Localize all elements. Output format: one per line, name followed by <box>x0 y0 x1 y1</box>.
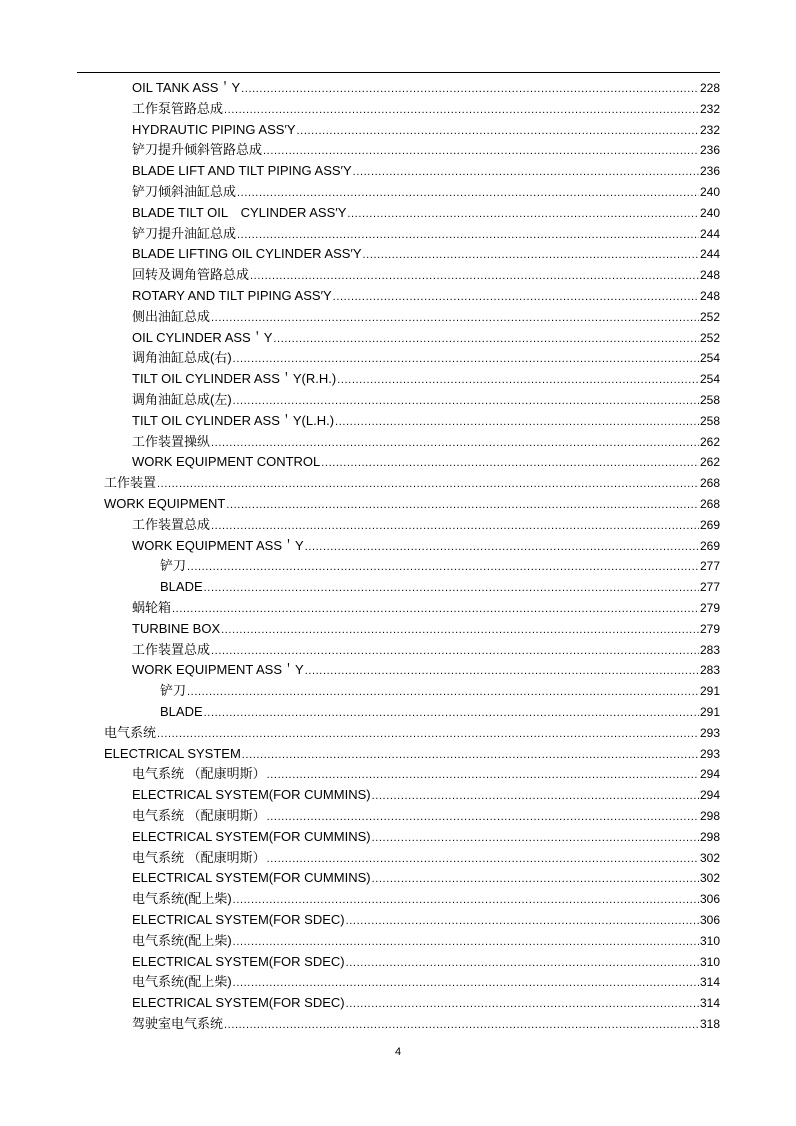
toc-entry-page: 236 <box>699 164 720 179</box>
toc-entry[interactable] <box>132 388 720 408</box>
toc-entry-title: 电气系统(配上柴) <box>132 891 232 907</box>
toc-entry-title: 工作装置总成 <box>132 641 211 657</box>
toc-entry-page: 306 <box>699 913 720 927</box>
toc-dot-leader <box>321 457 699 470</box>
toc-entry-title: OIL TANK ASS＇Y <box>132 80 241 95</box>
toc-entry[interactable] <box>132 97 720 117</box>
header-rule <box>77 72 720 73</box>
toc-entry-page: 310 <box>699 954 720 969</box>
toc-entry-page: 254 <box>699 351 720 366</box>
toc-entry-title: 工作装置操纵 <box>132 433 211 449</box>
toc-entry-page: 244 <box>699 226 720 241</box>
toc-entry-title: WORK EQUIPMENT CONTROL <box>132 454 321 470</box>
toc-entry-page: 248 <box>699 268 720 283</box>
toc-dot-leader <box>305 665 699 678</box>
toc-entry[interactable] <box>132 825 720 845</box>
toc-entry-page: 269 <box>699 517 720 532</box>
toc-entry-page: 232 <box>699 122 720 137</box>
toc-entry-title: BLADE <box>160 579 203 595</box>
toc-dot-leader <box>363 249 699 262</box>
toc-dot-leader <box>211 645 699 658</box>
toc-entry[interactable] <box>132 180 720 200</box>
toc-entry-page: 258 <box>699 393 720 407</box>
toc-entry-page: 318 <box>699 1017 720 1031</box>
toc-entry[interactable] <box>132 159 720 179</box>
toc-entry-page: 294 <box>699 767 720 782</box>
toc-entry[interactable] <box>132 305 720 325</box>
toc-entry[interactable] <box>132 201 720 221</box>
toc-entry-page: 248 <box>699 289 720 303</box>
toc-entry-page: 279 <box>699 601 720 615</box>
toc-dot-leader <box>372 832 699 845</box>
toc-entry-page: 283 <box>699 642 720 657</box>
toc-dot-leader <box>233 353 699 366</box>
toc-entry[interactable] <box>132 908 720 928</box>
toc-dot-leader <box>242 749 699 762</box>
toc-dot-leader <box>335 416 699 429</box>
toc-entry-title: TILT OIL CYLINDER ASS＇Y(R.H.) <box>132 371 337 387</box>
toc-entry-title: 驾驶室电气系统 <box>132 1016 224 1031</box>
toc-entry-title: 回转及调角管路总成 <box>132 267 250 283</box>
toc-dot-leader <box>211 312 699 325</box>
toc-entry[interactable] <box>132 534 720 554</box>
toc-entry-page: 232 <box>699 101 720 116</box>
toc-dot-leader <box>224 104 699 117</box>
toc-entry[interactable] <box>132 513 720 533</box>
toc-entry[interactable] <box>132 222 720 242</box>
toc-dot-leader <box>273 333 699 346</box>
toc-entry[interactable] <box>132 263 720 283</box>
toc-entry-page: 279 <box>699 621 720 636</box>
toc-entry-page: 314 <box>699 975 720 990</box>
toc-entry-page: 244 <box>699 247 720 262</box>
toc-entry-page: 258 <box>699 413 720 428</box>
toc-entry-page: 268 <box>699 476 720 491</box>
toc-dot-leader <box>157 478 699 491</box>
toc-dot-leader <box>263 145 699 158</box>
toc-entry-title: ELECTRICAL SYSTEM(FOR CUMMINS) <box>132 828 371 844</box>
toc-entry-title: 电气系统 （配康明斯） <box>132 849 266 865</box>
toc-dot-leader <box>204 582 699 595</box>
toc-entry-page: 291 <box>699 705 720 719</box>
toc-entry-page: 269 <box>699 538 720 553</box>
toc-entry-page: 298 <box>699 829 720 844</box>
toc-dot-leader <box>353 166 699 179</box>
toc-entry-title: TURBINE BOX <box>132 620 221 636</box>
toc-entry[interactable] <box>132 409 720 429</box>
toc-dot-leader <box>233 977 699 990</box>
toc-entry-title: 铲刀倾斜油缸总成 <box>132 184 237 199</box>
toc-entry-title: BLADE LIFT AND TILT PIPING ASS′Y <box>132 163 352 179</box>
toc-entry-title: WORK EQUIPMENT ASS＇Y <box>132 662 304 678</box>
toc-dot-leader <box>233 894 699 907</box>
toc-entry[interactable] <box>132 450 720 470</box>
toc-dot-leader <box>187 686 699 699</box>
toc-entry[interactable] <box>132 929 720 949</box>
toc-dot-leader <box>372 790 699 803</box>
toc-entry-title: 电气系统 （配康明斯） <box>132 766 266 782</box>
toc-entry[interactable] <box>132 887 720 907</box>
toc-entry-page: 228 <box>699 81 720 95</box>
toc-dot-leader <box>226 499 699 512</box>
toc-entry[interactable] <box>104 742 720 762</box>
toc-entry-title: 调角油缸总成(左) <box>132 392 232 407</box>
toc-entry-page: 310 <box>699 933 720 948</box>
toc-dot-leader <box>346 957 699 970</box>
toc-entry[interactable] <box>132 804 720 824</box>
toc-entry[interactable] <box>132 76 720 96</box>
toc-dot-leader <box>237 187 699 200</box>
toc-dot-leader <box>267 811 699 824</box>
toc-entry[interactable] <box>132 617 720 637</box>
toc-dot-leader <box>250 270 699 283</box>
toc-entry-title: 侧出油缸总成 <box>132 308 211 324</box>
toc-entry[interactable] <box>104 492 720 512</box>
toc-dot-leader <box>241 83 699 96</box>
toc-entry-title: 铲刀提升倾斜管路总成 <box>132 142 263 158</box>
toc-entry[interactable] <box>132 118 720 138</box>
toc-entry-page: 306 <box>699 892 720 907</box>
toc-entry-title: 调角油缸总成(右) <box>132 350 232 366</box>
toc-entry-title: BLADE LIFTING OIL CYLINDER ASS′Y <box>132 246 362 262</box>
toc-entry-page: 262 <box>699 455 720 470</box>
toc-entry[interactable] <box>132 783 720 803</box>
toc-entry-title: ELECTRICAL SYSTEM(FOR SDEC) <box>132 912 345 927</box>
toc-entry-title: TILT OIL CYLINDER ASS＇Y(L.H.) <box>132 412 335 428</box>
toc-entry-page: 294 <box>699 788 720 803</box>
toc-dot-leader <box>211 437 699 450</box>
toc-entry-title: WORK EQUIPMENT <box>104 496 226 511</box>
toc-dot-leader <box>237 229 699 242</box>
toc-entry-page: 298 <box>699 809 720 823</box>
toc-entry[interactable] <box>132 138 720 158</box>
toc-entry[interactable] <box>132 658 720 678</box>
toc-entry-title: 电气系统 （配康明斯） <box>132 808 266 823</box>
toc-entry-page: 293 <box>699 746 720 761</box>
toc-entry[interactable] <box>160 679 720 699</box>
page-number: 4 <box>394 1046 402 1058</box>
toc-dot-leader <box>204 707 699 720</box>
toc-entry-page: 277 <box>699 559 720 574</box>
toc-entry[interactable] <box>132 596 720 616</box>
toc-entry[interactable] <box>160 700 720 720</box>
toc-entry-page: 268 <box>699 497 720 511</box>
toc-entry-title: ELECTRICAL SYSTEM <box>104 745 241 761</box>
toc-entry[interactable] <box>132 866 720 886</box>
toc-entry[interactable] <box>132 346 720 366</box>
toc-entry-title: ELECTRICAL SYSTEM(FOR SDEC) <box>132 953 345 969</box>
toc-entry-title: 铲刀 <box>160 558 187 574</box>
toc-entry-title: 电气系统 <box>104 724 157 740</box>
toc-entry-page: 293 <box>699 725 720 740</box>
toc-entry-page: 291 <box>699 684 720 699</box>
toc-entry[interactable] <box>132 846 720 866</box>
toc-dot-leader <box>346 915 699 928</box>
toc-entry[interactable] <box>104 721 720 741</box>
toc-entry[interactable] <box>104 471 720 491</box>
toc-dot-leader <box>297 125 699 138</box>
toc-entry-title: 铲刀提升油缸总成 <box>132 225 237 241</box>
toc-entry-page: 277 <box>699 580 720 595</box>
toc-entry-page: 302 <box>699 850 720 865</box>
toc-dot-leader <box>221 624 699 637</box>
toc-entry-title: 蜗轮箱 <box>132 600 172 615</box>
toc-entry-title: 电气系统(配上柴) <box>132 932 232 948</box>
toc-entry-title: 铲刀 <box>160 683 187 699</box>
toc-entry-title: BLADE <box>160 704 203 719</box>
toc-entry-title: OIL CYLINDER ASS＇Y <box>132 329 273 345</box>
toc-entry-page: 252 <box>699 309 720 324</box>
toc-dot-leader <box>187 561 699 574</box>
toc-dot-leader <box>333 291 699 304</box>
toc-dot-leader <box>372 873 699 886</box>
toc-entry[interactable] <box>132 638 720 658</box>
toc-dot-leader <box>211 520 699 533</box>
toc-dot-leader <box>337 374 699 387</box>
toc-entry-title: ELECTRICAL SYSTEM(FOR SDEC) <box>132 995 345 1011</box>
toc-dot-leader <box>157 728 699 741</box>
toc-entry[interactable] <box>132 430 720 450</box>
toc-entry-title: 电气系统(配上柴) <box>132 974 232 990</box>
toc-entry[interactable] <box>132 326 720 346</box>
toc-entry-title: ELECTRICAL SYSTEM(FOR CUMMINS) <box>132 870 371 886</box>
toc-entry[interactable] <box>132 242 720 262</box>
toc-entry-title: 工作装置总成 <box>132 516 211 532</box>
toc-entry-page: 240 <box>699 185 720 199</box>
toc-dot-leader <box>267 853 699 866</box>
toc-entry-title: ELECTRICAL SYSTEM(FOR CUMMINS) <box>132 787 371 803</box>
toc-dot-leader <box>233 936 699 949</box>
toc-dot-leader <box>172 603 699 616</box>
toc-entry-page: 252 <box>699 330 720 345</box>
toc-entry-page: 236 <box>699 143 720 158</box>
toc-dot-leader <box>305 541 699 554</box>
toc-dot-leader <box>346 998 699 1011</box>
toc-dot-leader <box>347 208 699 221</box>
toc-dot-leader <box>224 1019 699 1032</box>
toc-dot-leader <box>233 395 699 408</box>
toc-entry[interactable] <box>160 575 720 595</box>
toc-entry-title: 工作泵管路总成 <box>132 100 224 116</box>
toc-entry[interactable] <box>132 762 720 782</box>
toc-entry-page: 314 <box>699 996 720 1011</box>
toc-entry[interactable] <box>160 554 720 574</box>
toc-entry[interactable] <box>132 991 720 1011</box>
toc-dot-leader <box>267 769 699 782</box>
toc-entry-page: 262 <box>699 434 720 449</box>
toc-entry[interactable] <box>132 970 720 990</box>
toc-entry-page: 302 <box>699 871 720 886</box>
toc-entry-page: 283 <box>699 663 720 678</box>
toc-entry-title: ROTARY AND TILT PIPING ASS′Y <box>132 288 332 303</box>
toc-entry-title: HYDRAUTIC PIPING ASS′Y <box>132 121 296 137</box>
toc-entry-title: WORK EQUIPMENT ASS＇Y <box>132 537 304 553</box>
toc-entry[interactable] <box>132 284 720 304</box>
toc-entry[interactable] <box>132 1012 720 1032</box>
toc-entry-title: BLADE TILT OIL CYLINDER ASS′Y <box>132 204 347 220</box>
toc-entry-title: 工作装置 <box>104 475 157 491</box>
toc-entry-page: 254 <box>699 372 720 387</box>
toc-entry[interactable] <box>132 950 720 970</box>
toc-entry[interactable] <box>132 367 720 387</box>
toc-entry-page: 240 <box>699 205 720 220</box>
